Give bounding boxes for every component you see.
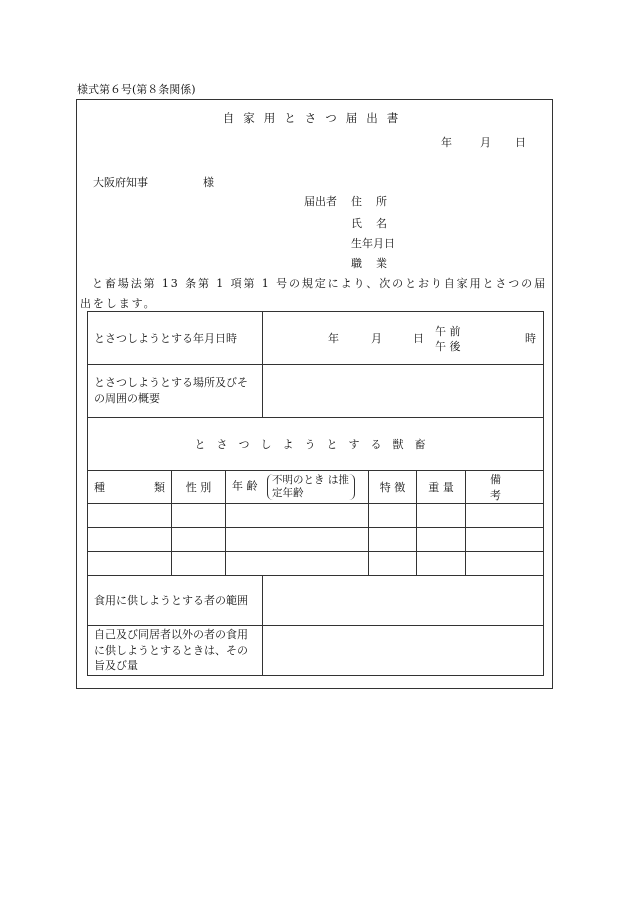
cell[interactable] <box>466 552 544 576</box>
cell[interactable] <box>172 552 226 576</box>
column-remarks: 備 考 <box>466 471 544 504</box>
cell[interactable] <box>466 528 544 552</box>
cell[interactable] <box>417 504 466 528</box>
date-month-label: 月 <box>480 136 491 149</box>
date-year-label: 年 <box>441 136 452 149</box>
cell[interactable] <box>369 504 417 528</box>
cell[interactable] <box>417 528 466 552</box>
age-note: 不明のとき は推定年齢 <box>267 474 355 499</box>
animal-row <box>88 528 544 552</box>
cell[interactable] <box>417 552 466 576</box>
column-weight: 重 量 <box>417 471 466 504</box>
cell[interactable] <box>226 552 369 576</box>
column-kind <box>88 471 172 504</box>
place-label: とさつしようとする場所及びその周囲の概要 <box>88 365 263 418</box>
details-table <box>87 311 544 676</box>
animal-section-header: とさつしようとする獣畜 <box>88 418 544 471</box>
column-age <box>226 471 369 504</box>
body-text-line-2: 出をします。 <box>80 297 157 310</box>
form-number-label: 様式第６号(第８条関係) <box>77 83 196 96</box>
date-day-label: 日 <box>515 136 526 149</box>
hour-label: 時 <box>525 332 536 345</box>
cell[interactable] <box>369 552 417 576</box>
kind-label-2: 類 <box>154 481 165 494</box>
datetime-year: 年 <box>328 332 339 345</box>
addressee: 大阪府知事 <box>93 176 148 189</box>
address-label: 住所 <box>351 195 401 208</box>
place-field[interactable] <box>263 365 544 418</box>
occupation-label: 職業 <box>351 257 401 270</box>
cell[interactable] <box>226 528 369 552</box>
others-label: 自己及び同居者以外の者の食用に供しようとするときは、その旨及び量 <box>88 626 263 676</box>
datetime-day: 日 <box>413 332 424 345</box>
column-sex: 性 別 <box>172 471 226 504</box>
column-features: 特 徴 <box>369 471 417 504</box>
datetime-field[interactable] <box>263 312 544 365</box>
am-label: 午 前 <box>435 325 461 338</box>
animal-row <box>88 552 544 576</box>
cell[interactable] <box>172 504 226 528</box>
cell[interactable] <box>172 528 226 552</box>
consumers-field[interactable] <box>263 576 544 626</box>
kind-label: 種 <box>94 481 105 494</box>
birthdate-label: 生年月日 <box>351 237 395 250</box>
consumers-label: 食用に供しようとする者の範囲 <box>88 576 263 626</box>
body-text-line-1: と畜場法第 13 条第 1 項第 1 号の規定により、次のとおり自家用とさつの届 <box>92 277 547 290</box>
datetime-label: とさつしようとする年月日時 <box>88 312 263 365</box>
pm-label: 午 後 <box>435 340 461 354</box>
cell[interactable] <box>88 504 172 528</box>
honorific: 様 <box>203 176 214 189</box>
datetime-month: 月 <box>371 332 382 345</box>
cell[interactable] <box>369 528 417 552</box>
animal-row <box>88 504 544 528</box>
cell[interactable] <box>226 504 369 528</box>
applicant-label: 届出者 <box>304 195 337 208</box>
others-field[interactable] <box>263 626 544 676</box>
cell[interactable] <box>466 504 544 528</box>
cell[interactable] <box>88 528 172 552</box>
name-label: 氏名 <box>351 217 401 230</box>
cell[interactable] <box>88 552 172 576</box>
document-title: 自家用とさつ届出書 <box>222 111 408 125</box>
age-label: 年 齢 <box>232 480 258 493</box>
